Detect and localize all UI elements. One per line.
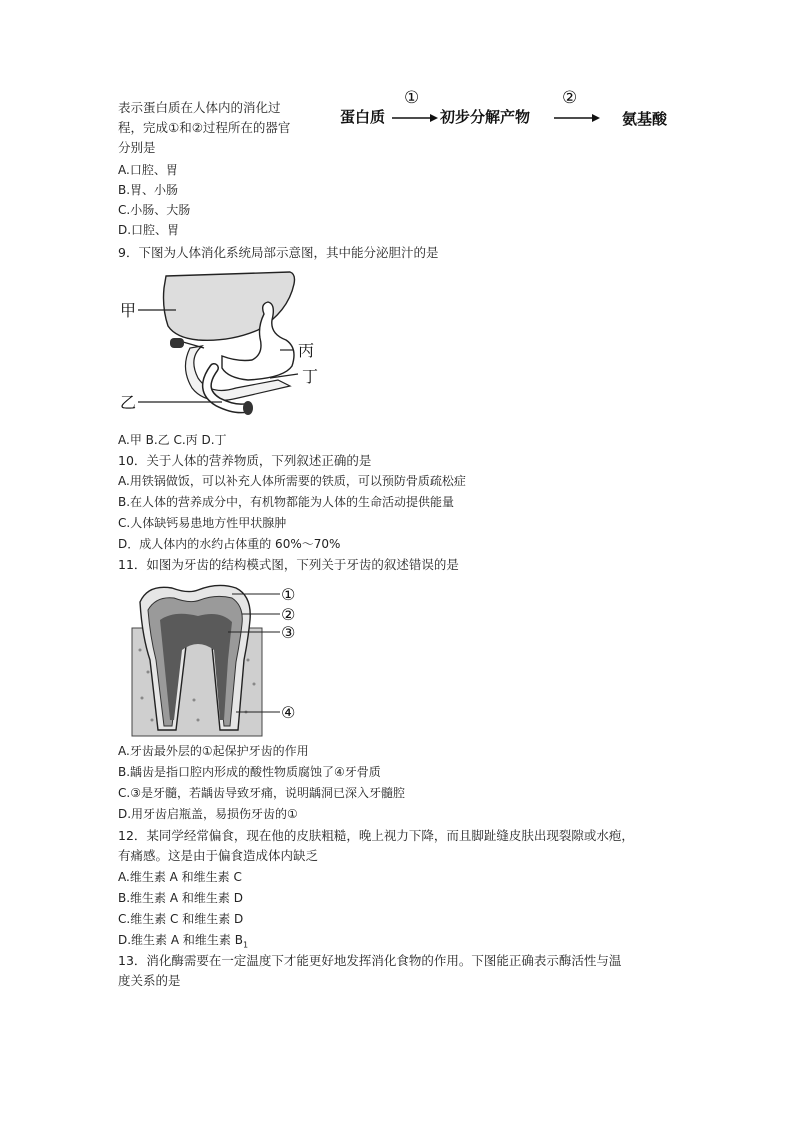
q8-option-c: C.小肠、大肠	[118, 203, 191, 217]
q13-stem-line-1: 13．消化酶需要在一定温度下才能更好地发挥消化食物的作用。下图能正确表示酶活性与温	[118, 953, 622, 968]
flow-end-label: 氨基酸	[622, 110, 668, 128]
q10-stem: 10．关于人体的营养物质，下列叙述正确的是	[118, 453, 372, 468]
flow-step2-marker: ②	[562, 88, 578, 108]
q9-stem: 9．下图为人体消化系统局部示意图，其中能分泌胆汁的是	[118, 245, 439, 260]
tooth-label-4: ④	[281, 703, 296, 722]
duct-end-left	[170, 338, 184, 348]
q10-option-a: A.用铁锅做饭，可以补充人体所需要的铁质，可以预防骨质疏松症	[118, 474, 466, 488]
digestive-system-figure	[118, 268, 338, 426]
q8-option-a: A.口腔、胃	[118, 163, 178, 177]
q10-option-c: C.人体缺钙易患地方性甲状腺肿	[118, 516, 287, 530]
q8-stem-line-2: 程，完成①和②过程所在的器官	[118, 120, 291, 135]
protein-digestion-flow	[340, 88, 680, 134]
q8-option-b: B.胃、小肠	[118, 183, 179, 197]
tooth-label-3: ③	[281, 623, 296, 642]
q11-option-c: C.③是牙髓，若龋齿导致牙痛，说明龋洞已深入牙髓腔	[118, 786, 405, 800]
label-ding: 丁	[302, 367, 319, 386]
q13-stem-line-2: 度关系的是	[118, 973, 181, 988]
q10-option-d: D．成人体内的水约占体重的 60%～70%	[118, 537, 341, 551]
tooth-label-2: ②	[281, 605, 296, 624]
liver-shape	[164, 272, 295, 340]
q12-option-d-subscript: 1	[242, 940, 249, 950]
q11-option-a: A.牙齿最外层的①起保护牙齿的作用	[118, 744, 309, 758]
q12-stem-line-1: 12．某同学经常偏食，现在他的皮肤粗糙，晚上视力下降，而且脚趾缝皮肤出现裂隙或水疱，	[118, 828, 634, 843]
flow-arrow-1	[392, 112, 438, 124]
label-jia: 甲	[120, 301, 137, 320]
intestine-end	[243, 401, 253, 415]
q12-stem-line-2: 有痛感。这是由于偏食造成体内缺乏	[118, 848, 319, 863]
flow-step1-marker: ①	[404, 88, 420, 108]
q10-option-b: B.在人体的营养成分中，有机物都能为人体的生命活动提供能量	[118, 495, 455, 509]
q8-stem-line-3: 分别是	[118, 140, 156, 155]
label-bing: 丙	[298, 341, 315, 360]
flow-mid-label: 初步分解产物	[440, 108, 531, 126]
q8-stem-line-1: 表示蛋白质在人体内的消化过	[118, 100, 281, 115]
q9-options: A.甲 B.乙 C.丙 D.丁	[118, 433, 227, 447]
tooth-structure-figure	[128, 580, 308, 738]
q8-option-d: D.口腔、胃	[118, 223, 180, 237]
q12-option-b: B.维生素 A 和维生素 D	[118, 891, 243, 905]
q11-stem: 11．如图为牙齿的结构模式图，下列关于牙齿的叙述错误的是	[118, 557, 459, 572]
q12-option-c: C.维生素 C 和维生素 D	[118, 912, 244, 926]
tooth-label-1: ①	[281, 585, 296, 604]
flow-start-label: 蛋白质	[340, 108, 386, 126]
q11-option-b: B.龋齿是指口腔内形成的酸性物质腐蚀了④牙骨质	[118, 765, 381, 779]
q11-option-d: D.用牙齿启瓶盖，易损伤牙齿的①	[118, 807, 298, 821]
q12-option-a: A.维生素 A 和维生素 C	[118, 870, 242, 884]
label-yi: 乙	[120, 393, 137, 412]
q12-option-d-text: D.维生素 A 和维生素 B	[118, 933, 243, 947]
flow-arrow-2	[554, 112, 600, 124]
